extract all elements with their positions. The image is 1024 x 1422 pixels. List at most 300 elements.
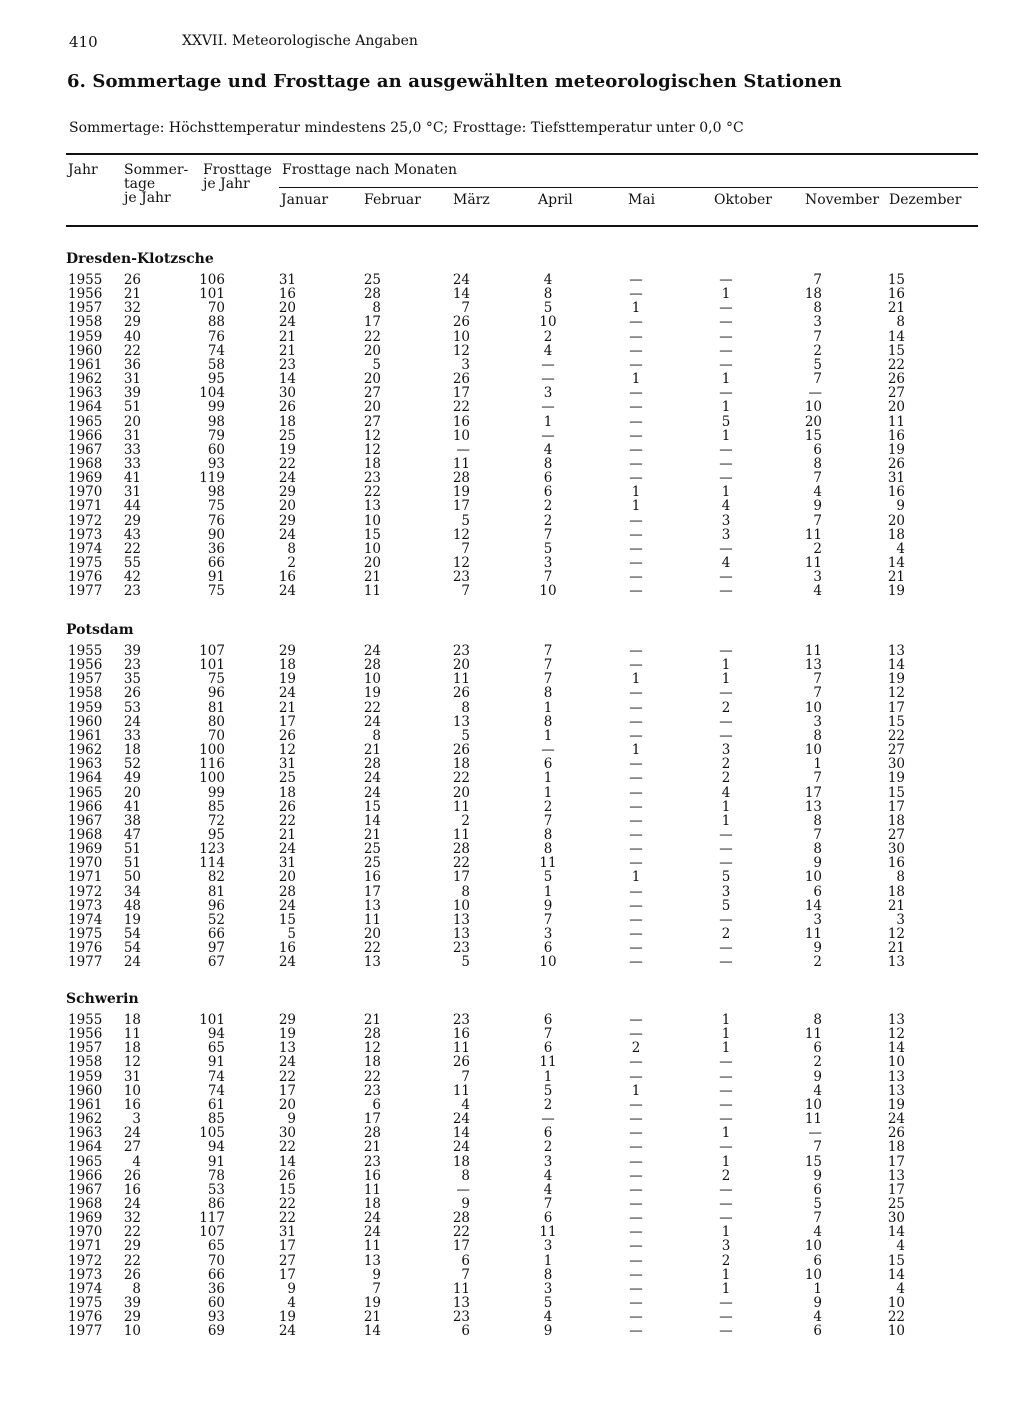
table-cell: — [808,385,822,402]
table-cell: 1 [721,484,731,501]
table-row [0,814,1024,828]
table-cell: 14 [887,1040,905,1057]
cell-year: 1956 [68,1026,103,1043]
table-cell: — [629,1323,643,1340]
table-cell: 12 [452,526,470,543]
table-cell: 26 [278,727,296,744]
cell-year: 1959 [68,328,103,345]
header-month: März [453,192,490,208]
table-cell: 107 [199,643,225,659]
table-cell: — [719,940,733,957]
table-row [0,443,1024,457]
cell-year: 1956 [68,657,103,674]
table-cell: 4 [813,583,822,600]
table-row [0,499,1024,513]
table-cell: 26 [887,1125,905,1142]
table-cell: 14 [887,555,905,571]
table-cell: 21 [278,328,296,345]
station-name: Potsdam [66,622,134,638]
table-cell: 9 [543,897,553,914]
cell-year: 1968 [68,1195,103,1212]
table-cell: 5 [813,356,822,373]
table-cell: 65 [207,1238,225,1255]
table-cell: 85 [207,1111,225,1128]
table-cell: 22 [278,1068,296,1085]
table-row [0,287,1024,301]
table-cell: 69 [207,1323,225,1340]
table-row [0,1027,1024,1041]
table-cell: — [629,940,643,957]
header-bottom-rule [66,225,978,227]
table-title: 6. Sommertage und Frosttage an ausgewählten meteorologischen Stationen [67,71,842,92]
table-cell: 22 [887,1309,905,1326]
table-cell: — [629,540,643,557]
table-row [0,828,1024,842]
table-row [0,457,1024,471]
table-cell: 10 [887,1295,905,1311]
table-cell: — [629,911,643,928]
table-cell: 29 [278,1012,296,1028]
table-cell: 13 [804,798,822,815]
table-cell: — [629,1195,643,1212]
table-cell: 7 [813,272,822,288]
table-cell: 95 [207,826,225,843]
table-cell: 82 [207,869,225,886]
table-cell: 75 [207,671,225,688]
table-cell: 42 [123,569,141,586]
table-cell: 36 [123,356,141,373]
table-cell: 2 [543,1139,553,1156]
table-cell: 21 [278,826,296,843]
table-cell: 6 [543,484,553,501]
table-cell: 8 [543,713,553,730]
table-cell: 2 [287,555,296,571]
table-cell: 20 [363,399,381,416]
table-cell: 22 [278,1210,296,1227]
table-row [0,400,1024,414]
table-cell: 11 [452,798,470,815]
table-cell: 31 [887,470,905,487]
table-row [0,757,1024,771]
table-cell: 28 [278,883,296,900]
table-cell: 2 [543,798,553,815]
table-cell: — [629,583,643,600]
table-cell: 4 [813,1224,822,1241]
table-cell: 119 [199,470,225,487]
table-cell: — [719,1111,733,1128]
table-cell: 6 [813,1323,822,1340]
cell-year: 1972 [68,883,103,900]
header-group-label: Frosttage nach Monaten [282,162,458,178]
table-cell: 12 [278,742,296,759]
table-cell: 13 [278,1040,296,1057]
table-row [0,686,1024,700]
table-cell: 18 [452,756,470,773]
table-cell: 101 [199,657,225,674]
table-cell: 20 [452,784,470,801]
table-cell: — [719,911,733,928]
table-cell: 24 [887,1111,905,1128]
table-cell: 33 [123,727,141,744]
table-cell: 7 [813,826,822,843]
table-cell: — [629,1096,643,1113]
table-cell: 8 [813,455,822,472]
table-row [0,556,1024,570]
table-cell: 15 [278,911,296,928]
table-cell: 98 [207,413,225,430]
table-cell: 13 [452,1295,470,1311]
table-cell: 17 [452,498,470,515]
table-cell: 1 [721,286,731,303]
table-cell: 31 [123,1068,141,1085]
table-cell: 41 [123,798,141,815]
table-cell: 11 [363,583,381,600]
table-cell: 50 [123,869,141,886]
table-cell: — [629,356,643,373]
table-cell: 26 [452,1054,470,1071]
table-cell: 10 [452,897,470,914]
table-cell: 24 [278,470,296,487]
table-cell: 1 [631,300,641,317]
table-cell: 1 [721,371,731,388]
table-row [0,542,1024,556]
table-row [0,1041,1024,1055]
cell-year: 1975 [68,1295,103,1311]
table-cell: 5 [721,413,731,430]
table-cell: 11 [539,1054,557,1071]
table-cell: 24 [123,713,141,730]
table-cell: 107 [199,1224,225,1241]
table-cell: 16 [278,286,296,303]
cell-year: 1960 [68,342,103,359]
table-cell: — [719,1082,733,1099]
cell-year: 1957 [68,300,103,317]
table-cell: 7 [461,300,470,317]
table-cell: 5 [461,727,470,744]
table-cell: — [629,1181,643,1198]
table-cell: — [541,427,555,444]
table-cell: 13 [887,1068,905,1085]
table-cell: 26 [123,272,141,288]
table-cell: 18 [452,1153,470,1170]
table-cell: — [719,826,733,843]
table-cell: 39 [123,643,141,659]
table-cell: — [719,1068,733,1085]
table-cell: 22 [278,812,296,829]
table-cell: 10 [804,399,822,416]
table-cell: 14 [452,286,470,303]
station-name: Dresden-Klotzsche [66,251,214,267]
table-cell: 54 [123,940,141,957]
header-col-sommertage: Sommer- tage je Jahr [124,162,189,206]
cell-year: 1961 [68,1096,103,1113]
table-cell: 91 [207,1054,225,1071]
table-cell: 10 [804,869,822,886]
table-cell: 21 [363,1012,381,1028]
table-cell: 24 [278,954,296,971]
table-cell: 1 [721,671,731,688]
table-cell: — [629,926,643,942]
table-cell: 20 [363,555,381,571]
table-cell: — [629,812,643,829]
table-cell: 7 [813,1210,822,1227]
table-cell: 31 [123,427,141,444]
table-cell: 61 [207,1096,225,1113]
table-row [0,301,1024,315]
table-cell: — [629,1210,643,1227]
table-cell: 3 [543,555,553,571]
table-row [0,658,1024,672]
table-cell: 7 [813,328,822,345]
cell-year: 1972 [68,512,103,529]
table-cell: 96 [207,685,225,702]
table-cell: 2 [813,342,822,359]
table-cell: 8 [896,869,905,886]
cell-year: 1963 [68,756,103,773]
table-cell: 1 [631,869,641,886]
table-cell: 47 [123,826,141,843]
table-cell: 2 [543,512,553,529]
table-cell: 13 [452,911,470,928]
table-cell: — [629,1238,643,1255]
table-cell: 3 [721,1238,731,1255]
table-cell: 4 [813,1309,822,1326]
table-cell: 94 [207,1139,225,1156]
table-cell: 11 [804,555,822,571]
table-row [0,514,1024,528]
table-cell: 2 [721,699,731,716]
table-cell: 22 [452,770,470,787]
table-cell: 90 [207,526,225,543]
table-cell: 8 [287,540,296,557]
table-cell: 26 [278,1167,296,1184]
table-cell: 5 [372,356,381,373]
table-cell: 18 [363,1054,381,1071]
table-cell: 93 [207,455,225,472]
table-row [0,729,1024,743]
table-cell: 1 [721,1280,731,1297]
table-cell: — [629,455,643,472]
table-cell: — [719,1054,733,1071]
table-cell: 16 [887,855,905,872]
table-cell: 114 [199,855,225,872]
table-cell: 19 [278,1026,296,1043]
table-cell: 7 [543,569,553,586]
table-cell: 8 [543,286,553,303]
table-cell: 24 [278,841,296,858]
table-row [0,1296,1024,1310]
table-cell: 30 [887,841,905,858]
table-cell: — [629,685,643,702]
table-cell: 1 [631,742,641,759]
table-cell: 1 [543,883,553,900]
table-cell: 117 [199,1210,225,1227]
table-cell: 88 [207,314,225,331]
cell-year: 1966 [68,427,103,444]
table-cell: 7 [461,1068,470,1085]
table-cell: 16 [363,1167,381,1184]
table-row [0,1155,1024,1169]
table-cell: — [719,954,733,971]
cell-year: 1971 [68,1238,103,1255]
table-cell: 4 [896,1238,905,1255]
table-cell: 11 [363,1238,381,1255]
cell-year: 1971 [68,498,103,515]
table-cell: — [719,328,733,345]
table-row [0,1183,1024,1197]
table-cell: 8 [813,841,822,858]
table-cell: 24 [278,1054,296,1071]
table-cell: 29 [278,484,296,501]
table-cell: 53 [123,699,141,716]
table-cell: 9 [813,855,822,872]
table-cell: 16 [452,413,470,430]
table-cell: 55 [123,555,141,571]
table-cell: 4 [287,1295,296,1311]
table-row [0,955,1024,969]
table-cell: 33 [123,441,141,458]
table-cell: — [719,1195,733,1212]
table-cell: 3 [132,1111,141,1128]
table-cell: 98 [207,484,225,501]
table-row [0,941,1024,955]
header-month: Dezember [889,192,962,208]
table-cell: 23 [123,583,141,600]
table-cell: 20 [278,1096,296,1113]
table-cell: 10 [539,583,557,600]
cell-year: 1958 [68,1054,103,1071]
table-cell: 15 [804,1153,822,1170]
table-cell: — [719,1323,733,1340]
table-cell: 8 [461,1167,470,1184]
table-cell: 24 [278,897,296,914]
table-cell: — [629,1139,643,1156]
table-cell: 1 [543,770,553,787]
table-cell: 4 [132,1153,141,1170]
cell-year: 1965 [68,413,103,430]
table-cell: 11 [452,455,470,472]
table-cell: 26 [278,798,296,815]
table-cell: 13 [887,1167,905,1184]
table-cell: 17 [804,784,822,801]
table-cell: 85 [207,798,225,815]
table-cell: 22 [123,342,141,359]
table-cell: — [629,1224,643,1241]
table-cell: 24 [363,770,381,787]
table-cell: 16 [278,940,296,957]
table-cell: 28 [363,657,381,674]
table-cell: 17 [278,1238,296,1255]
table-cell: 13 [887,954,905,971]
cell-year: 1973 [68,1266,103,1283]
table-cell: 3 [813,314,822,331]
table-cell: 28 [452,1210,470,1227]
table-cell: 30 [278,385,296,402]
table-cell: 1 [721,1153,731,1170]
table-cell: 24 [278,314,296,331]
table-cell: 2 [813,1054,822,1071]
table-cell: — [629,413,643,430]
table-cell: 18 [123,742,141,759]
table-cell: 5 [543,300,553,317]
table-cell: 2 [543,498,553,515]
table-cell: 12 [452,342,470,359]
table-cell: 27 [123,1139,141,1156]
table-cell: — [456,1181,470,1198]
table-cell: — [719,441,733,458]
table-cell: 31 [278,756,296,773]
table-cell: — [629,841,643,858]
table-cell: 105 [199,1125,225,1142]
table-cell: 8 [543,841,553,858]
table-cell: 13 [887,1082,905,1099]
table-cell: 1 [721,1040,731,1057]
header-col-year: Jahr [68,162,98,178]
table-cell: 5 [287,926,296,942]
table-cell: 19 [363,685,381,702]
table-cell: 11 [123,1026,141,1043]
table-cell: 21 [887,300,905,317]
table-cell: 7 [543,1195,553,1212]
table-cell: 12 [887,685,905,702]
cell-year: 1960 [68,1082,103,1099]
table-cell: 97 [207,940,225,957]
cell-year: 1973 [68,897,103,914]
table-cell: — [719,540,733,557]
table-cell: 7 [543,526,553,543]
table-cell: — [629,1309,643,1326]
table-row [0,1084,1024,1098]
table-cell: 21 [363,742,381,759]
table-row [0,429,1024,443]
table-row [0,471,1024,485]
table-cell: 16 [123,1181,141,1198]
table-cell: 1 [721,1224,731,1241]
cell-year: 1977 [68,1323,103,1340]
table-row [0,372,1024,386]
table-cell: 20 [278,300,296,317]
table-cell: 49 [123,770,141,787]
table-cell: 10 [123,1323,141,1340]
table-cell: — [629,286,643,303]
table-cell: 17 [887,1181,905,1198]
table-cell: 17 [452,1238,470,1255]
table-cell: 15 [887,342,905,359]
table-row [0,1197,1024,1211]
cell-year: 1965 [68,784,103,801]
table-cell: — [629,555,643,571]
table-row [0,386,1024,400]
cell-year: 1960 [68,713,103,730]
table-cell: — [719,314,733,331]
table-cell: 24 [278,685,296,702]
table-cell: 53 [207,1181,225,1198]
table-cell: — [629,1280,643,1297]
cell-year: 1966 [68,798,103,815]
table-cell: 11 [539,1224,557,1241]
table-cell: 1 [813,756,822,773]
table-cell: 12 [363,427,381,444]
table-cell: 11 [804,926,822,942]
table-cell: 7 [813,371,822,388]
table-cell: 10 [123,1082,141,1099]
table-cell: 8 [543,1266,553,1283]
table-cell: — [629,1266,643,1283]
table-cell: 81 [207,883,225,900]
table-cell: 31 [123,484,141,501]
table-cell: 14 [363,812,381,829]
header-month: Mai [628,192,656,208]
